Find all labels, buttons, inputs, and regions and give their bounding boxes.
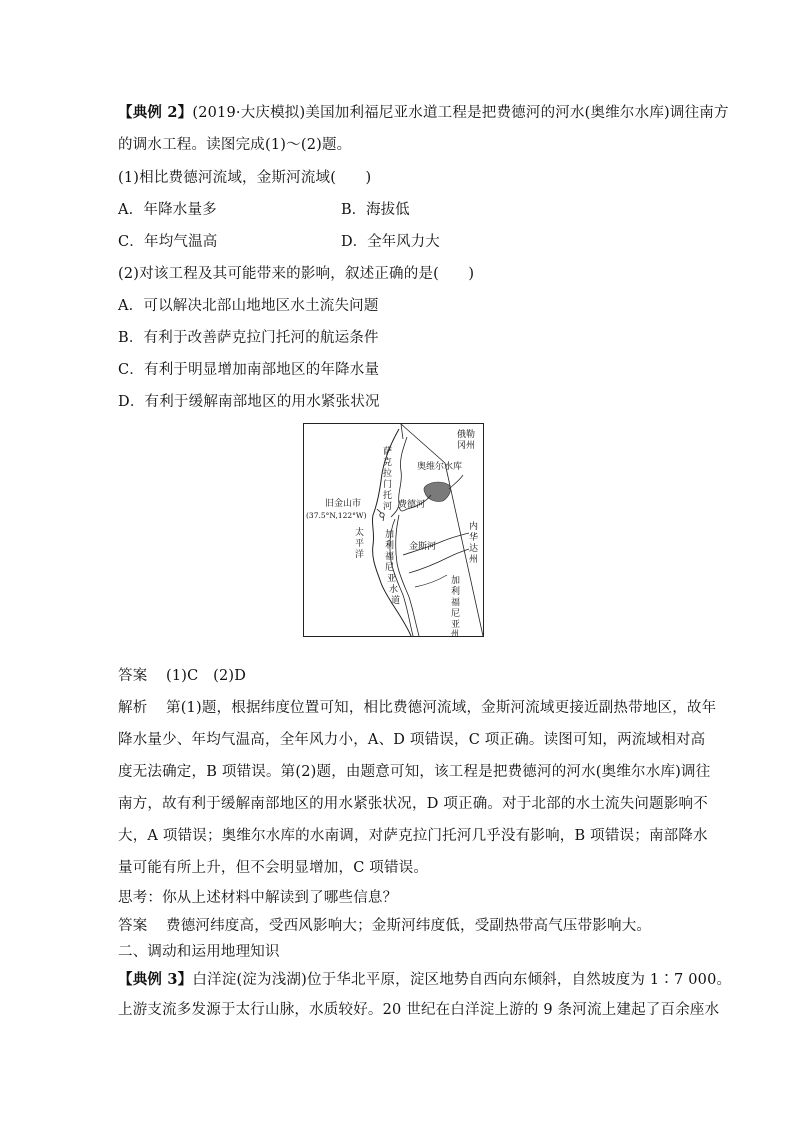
analysis-line-2: 降水量少、年均气温高，全年风力小，A、D 项错误，C 项正确。读图可知，两流域相对高 xyxy=(118,732,706,748)
label-sacramento-2: 克 xyxy=(383,458,393,468)
label-sacramento-4: 门 xyxy=(383,480,393,490)
q2-sub1-option-b: B．海拔低 xyxy=(341,202,410,218)
label-oregon-2: 冈州 xyxy=(457,441,476,451)
section-heading: 二、调动和运用地理知识 xyxy=(118,944,280,960)
label-sf-city: 旧金山市 xyxy=(325,499,362,509)
label-aqueduct-1: 加 xyxy=(385,530,395,540)
q2-sub2-option-d: D．有利于缓解南部地区的用水紧张状况 xyxy=(118,394,380,410)
q2-intro-line-1 xyxy=(118,101,729,122)
label-kings-river: 金斯河 xyxy=(409,542,437,552)
q2-sub1-stem: (1)相比费德河流域，金斯河流域( ) xyxy=(118,170,372,186)
label-sf-coord: (37.5°N,122°W) xyxy=(306,511,367,520)
label-sacramento-3: 拉 xyxy=(383,469,393,479)
label-aqueduct-2: 利 xyxy=(385,541,395,551)
analysis-line-6: 量可能有所上升，但不会明显增加，C 项错误。 xyxy=(118,860,429,876)
q2-tag: 【典例 2】 xyxy=(118,104,193,121)
label-oroville-reservoir: 奥维尔水库 xyxy=(417,462,463,472)
label-california-5: 亚 xyxy=(451,620,461,630)
q2-sub1-option-a: A．年降水量多 xyxy=(118,202,217,218)
california-aqueduct-map xyxy=(303,423,484,637)
label-pacific-3: 洋 xyxy=(355,550,365,560)
label-feather-river: 费德河 xyxy=(398,500,426,510)
q3-line-1 xyxy=(118,968,731,989)
analysis-label: 解析 xyxy=(118,700,148,716)
analysis-line-3: 度无法确定，B 项错误。第(2)题，由题意可知，该工程是把费德河的河水(奥维尔水库)调往 xyxy=(118,764,711,780)
label-aqueduct-7: 道 xyxy=(391,596,401,606)
answer-text: (1)C (2)D xyxy=(166,668,247,684)
q3-tag: 【典例 3】 xyxy=(118,971,193,988)
q2-sub1-option-c: C．年均气温高 xyxy=(118,234,218,250)
q3-line-2: 上游支流多发源于太行山脉，水质较好。20 世纪在白洋淀上游的 9 条河流上建起了百余座水 xyxy=(118,1002,720,1018)
think-question: 思考：你从上述材料中解读到了哪些信息？ xyxy=(118,890,398,906)
label-nevada-4: 州 xyxy=(469,555,479,565)
label-sacramento-6: 河 xyxy=(383,502,393,512)
label-sacramento-1: 萨 xyxy=(383,447,393,457)
label-aqueduct-5: 亚 xyxy=(387,574,397,584)
label-california-4: 尼 xyxy=(451,609,461,619)
answer-label: 答案 xyxy=(118,668,148,684)
analysis-line-4: 南方，故有利于缓解南部地区的用水紧张状况，D 项正确。对于北部的水土流失问题影响不 xyxy=(118,796,708,812)
q3-text-1: 白洋淀(淀为浅湖)位于华北平原，淀区地势自西向东倾斜，自然坡度为 1∶7 000。 xyxy=(192,972,732,988)
q2-sub1-option-d: D．全年风力大 xyxy=(341,234,440,250)
think-answer-text: 费德河纬度高，受西风影响大；金斯河纬度低，受副热带高气压带影响大。 xyxy=(166,918,652,934)
analysis-line-1 xyxy=(118,696,716,717)
answer-line xyxy=(118,664,246,685)
q2-sub2-option-c: C．有利于明显增加南部地区的年降水量 xyxy=(118,362,380,378)
label-nevada-1: 内 xyxy=(469,522,479,532)
think-answer-label: 答案 xyxy=(118,918,148,934)
q2-sub2-option-a: A．可以解决北部山地地区水土流失问题 xyxy=(118,298,379,314)
q2-sub2-option-b: B．有利于改善萨克拉门托河的航运条件 xyxy=(118,330,379,346)
label-california-1: 加 xyxy=(451,576,461,586)
analysis-text-1: 第(1)题，根据纬度位置可知，相比费德河流域，金斯河流域更接近副热带地区，故年 xyxy=(166,700,717,716)
think-answer-line xyxy=(118,914,651,935)
label-california-2: 利 xyxy=(451,587,461,597)
label-aqueduct-3: 福 xyxy=(385,552,395,562)
label-california-6: 州 xyxy=(451,629,459,637)
label-sacramento-5: 托 xyxy=(383,491,393,501)
analysis-line-5: 大，A 项错误；奥维尔水库的水南调，对萨克拉门托河几乎没有影响，B 项错误；南部降水 xyxy=(118,828,708,844)
q2-sub2-stem: (2)对该工程及其可能带来的影响，叙述正确的是( ) xyxy=(118,266,475,282)
q2-intro-1: (2019·大庆模拟)美国加利福尼亚水道工程是把费德河的河水(奥维尔水库)调往南方 xyxy=(192,105,729,121)
label-aqueduct-4: 尼 xyxy=(385,563,395,573)
label-aqueduct-6: 水 xyxy=(389,585,399,595)
label-california-3: 福 xyxy=(451,598,461,608)
q2-intro-line-2: 的调水工程。读图完成(1)～(2)题。 xyxy=(118,137,352,153)
label-oregon-1: 俄勒 xyxy=(457,430,476,440)
sf-city-marker xyxy=(380,513,384,517)
label-nevada-3: 达 xyxy=(469,544,479,554)
label-pacific-2: 平 xyxy=(355,539,365,549)
label-nevada-2: 华 xyxy=(469,533,479,543)
label-pacific-1: 太 xyxy=(355,528,365,538)
